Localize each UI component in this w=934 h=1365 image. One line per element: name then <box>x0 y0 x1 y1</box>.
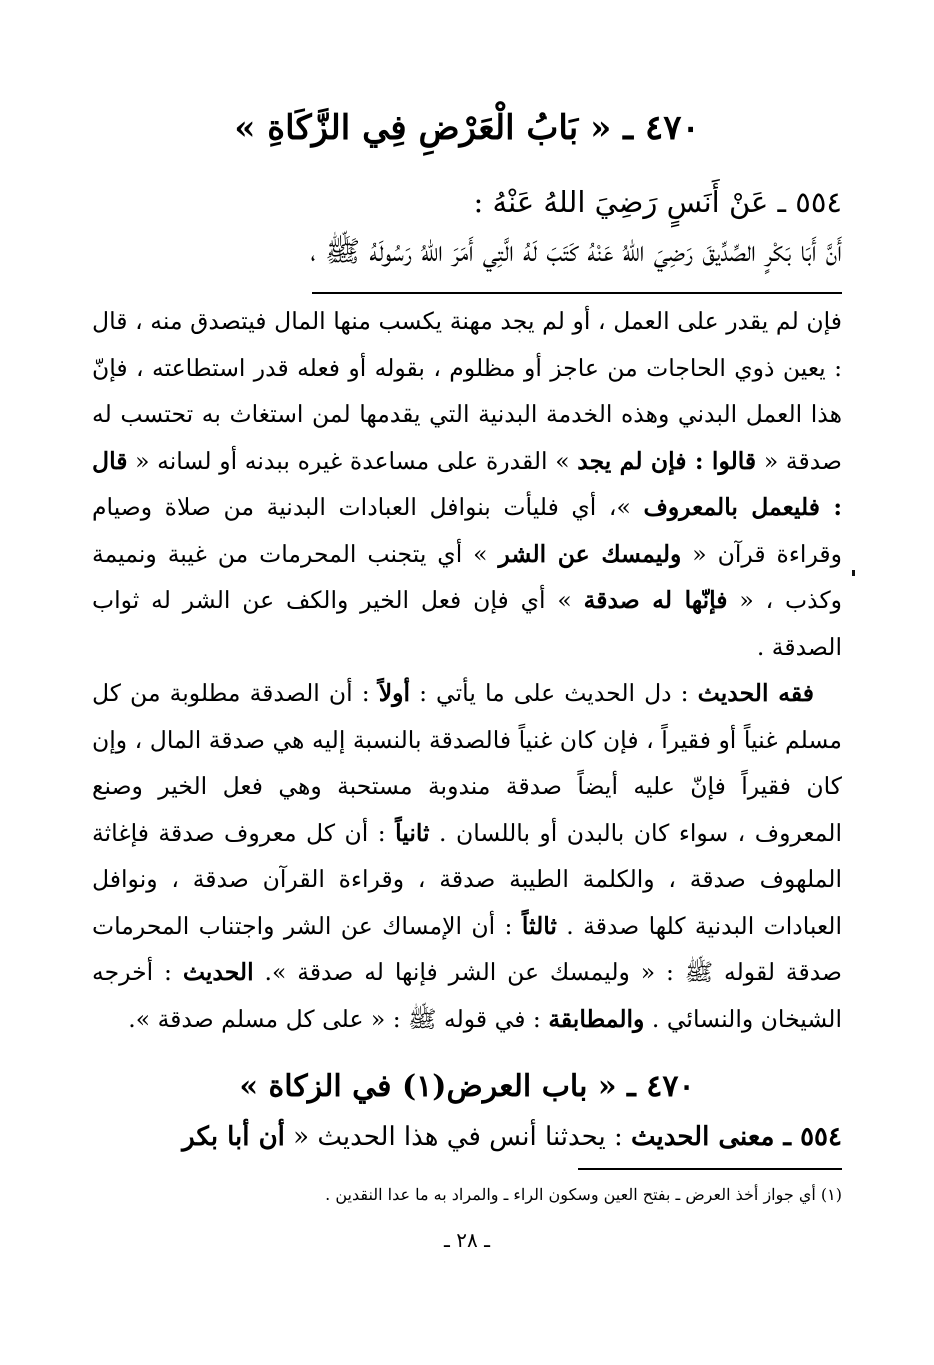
bold-phrase: قال : فليعمل بالمعروف <box>92 446 842 521</box>
bold-phrase: أن أبا بكر <box>182 1122 285 1152</box>
bold-phrase: ثالثاً <box>521 911 557 940</box>
bold-phrase: قالوا : فإن لم يجد <box>577 446 757 475</box>
commentary-text: : أن كل معروف صدقة فإغاثة الملهوف صدقة ، والكلمة الطيبة صدقة ، وقراءة القرآن صدقة ، ونوافل العبادات البدنية كلها صدقة . <box>92 818 842 940</box>
bold-phrase: والمطابقة <box>548 1004 645 1033</box>
commentary-text: » أي فإن فعل الخير والكف عن الشر له ثواب الصدقة . <box>92 586 842 661</box>
commentary-text: : أن الإمساك عن الشر واجتناب المحرمات صدقة لقوله ﷺ : « وليمسك عن الشر فإنها له صدقة ». <box>92 911 842 986</box>
bold-phrase: فإنّها له صدقة <box>583 586 728 614</box>
chapter-title: ٤٧٠ ـ « بَابُ الْعَرْضِ فِي الزَّكَاةِ » <box>234 108 700 148</box>
commentary-text: : أن الصدقة مطلوبة من كل مسلم غنياً أو فقيراً ، فإن كان غنياً فالصدقة بالنسبة إليه هي صدقة المال ، وإن كان فقيراً فإنّ عليه أيضاً صدقة مندوبة مستحبة وهي فعل الخير وصنع المعروف ، سواء كان بالبدن أو باللسان . <box>92 679 842 847</box>
commentary-paragraph-1 <box>92 298 842 670</box>
section-label: فقه الحديث <box>697 679 814 707</box>
footnote-rule <box>578 1168 842 1170</box>
commentary-text: : دل الحديث على ما يأتي : <box>410 679 698 707</box>
bold-phrase: ثانياً <box>395 818 430 847</box>
commentary-text: فإن لم يقدر على العمل ، أو لم يجد مهنة يكسب منها المال فيتصدق منه ، قال : يعين ذوي الحاجات من عاجز أو مظلوم ، بقوله أو فعله قدر استطاعته ، فإنّ هذا العمل البدني وهذه الخدمة البدنية التي يقدمها لمن استغاث به تحتسب له صدقة « <box>92 307 842 475</box>
bold-phrase: الحديث <box>182 958 254 986</box>
separator-rule <box>312 292 842 294</box>
commentary-text: » القدرة على مساعدة غيره ببدنه أو لسانه « <box>127 446 578 475</box>
commentary-text: : أخرجه الشيخان والنسائي . <box>92 958 842 1033</box>
print-speck <box>852 570 855 576</box>
commentary-paragraph-2 <box>92 670 842 1042</box>
hadith-header: ٥٥٤ ـ عَنْ أَنَسٍ رَضِيَ اللهُ عَنْهُ : <box>473 185 842 219</box>
bold-phrase: أولاً <box>378 679 410 707</box>
footnote: (١) أي جواز أخذ العرض ـ بفتح العين وسكون الراء ـ والمراد به ما عدا النقدين . <box>325 1185 842 1204</box>
chapter-title-2: ٤٧٠ ـ « باب العرض(١) في الزكاة » <box>239 1069 695 1104</box>
page-number: ـ ٢٨ ـ <box>444 1228 490 1252</box>
hadith-meaning <box>92 1112 842 1162</box>
bold-phrase: وليمسك عن الشر <box>498 539 682 568</box>
meaning-text: : يحدثنا أنس في هذا الحديث « <box>284 1122 631 1152</box>
commentary-text: : في قوله ﷺ : « على كل مسلم صدقة ». <box>128 1004 549 1033</box>
commentary <box>92 298 842 1042</box>
commentary-text: » أي يتجنب المحرمات من غيبة ونميمة وكذب ، « <box>92 539 843 614</box>
commentary-text: »، أي فليأت بنوافل العبادات البدنية من صلاة وصيام وقراءة قرآن « <box>92 493 842 568</box>
section-label: ٥٥٤ ـ معنى الحديث <box>630 1122 842 1152</box>
hadith-text: أَنَّ أَبَا بَكْرٍ الصِّدِّيقَ رَضِيَ اللهُ عَنْهُ كَتَبَ لَهُ الَّتِي أَمَرَ اللهُ رَسُولَهُ ﷺ ، <box>310 234 842 268</box>
